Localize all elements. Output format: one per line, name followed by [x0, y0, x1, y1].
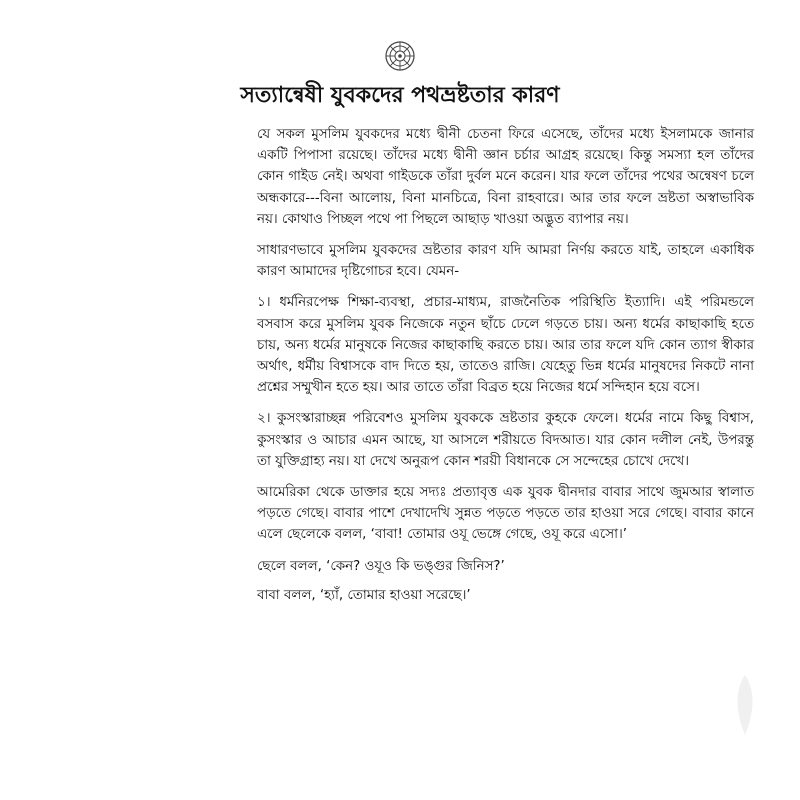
- page-title: সত্যান্বেষী যুবকদের পথভ্রষ্টতার কারণ: [240, 83, 560, 108]
- body-text: [257, 124, 754, 614]
- paragraph-father-reply: বাবা বলল, ‘হ্যাঁ, তোমার হাওয়া সরেছে।’: [257, 587, 471, 603]
- paragraph-intro: যে সকল মুসলিম যুবকদের মধ্যে দ্বীনী চেতনা ফিরে এসেছে, তাঁদের মধ্যে ইসলামকে জানার একটি পিপাসা রয়েছে। তাঁদের মধ্যে দ্বীনী জ্ঞান চর্চার আগ্রহ রয়েছে। কিন্তু সমস্যা হল তাঁদের কোন গাইড নেই। অথবা গাইডকে তাঁরা দুর্বল মনে করেন। যার ফলে তাঁদের পথের অন্বেষণ চলে অন্ধকারে---বিনা আলোয়, বিনা মানচিত্রে, বিনা রাহবারে। আর তার ফলে ভ্রষ্টতা অস্বাভাবিক নয়। কোথাও পিচ্ছল পথে পা পিছলে আছাড় খাওয়া অদ্ভুত ব্যাপার নয়।: [257, 127, 754, 227]
- paragraph-son-reply: ছেলে বলল, ‘কেন? ওযূও কি ভঙ্গুর জিনিস?’: [257, 558, 505, 574]
- paragraph-story: আমেরিকা থেকে ডাক্তার হয়ে সদ্যঃ প্রত্যাবৃত্ত এক যুবক দ্বীনদার বাবার সাথে জুমআর স্বালাত পড়তে গেছে। বাবার পাশে দেখাদেখি সুন্নত পড়তে পড়তে তার হাওয়া সরে গেছে। বাবার কানে এলে ছেলেকে বলল, ‘বাবা! তোমার ওযূ ভেঙ্গে গেছে, ওযূ করে এসো।’: [257, 485, 754, 543]
- paragraph-causes: সাধারণভাবে মুসলিম যুবকদের ভ্রষ্টতার কারণ যদি আমরা নির্ণয় করতে যাই, তাহলে একাধিক কারণ আমাদের দৃষ্টিগোচর হবে। যেমন-: [257, 243, 754, 280]
- mandala-ornament-icon: [384, 40, 416, 72]
- paragraph-cause-2: ২। কুসংস্কারাচ্ছন্ন পরিবেশও মুসলিম যুবককে ভ্রষ্টতার কুহকে ফেলে। ধর্মের নামে কিছু বিশ্বাস, কুসংস্কার ও আচার এমন আছে, যা আসলে শরীয়তে বিদআত। যার কোন দলীল নেই, উপরন্তু তা যুক্তিগ্রাহ্য নয়। যা দেখে অনুরূপ কোন শরয়ী বিধানকে সে সন্দেহের চোখে দেখে।: [257, 411, 754, 469]
- watermark-icon: [730, 670, 760, 740]
- paragraph-cause-1: ১। ধর্মনিরপেক্ষ শিক্ষা-ব্যবস্থা, প্রচার-মাধ্যম, রাজনৈতিক পরিস্থিতি ইত্যাদি। এই পরিমন্ডলে বসবাস করে মুসলিম যুবক নিজেকে নতুন ছাঁচে ঢেলে গড়তে চায়। অন্য ধর্মের কাছাকাছি হতে চায়, অন্য ধর্মের মানুষকে নিজের কাছাকাছি করতে চায়। আর তার ফলে যদি কোন ত্যাগ স্বীকার অর্থাৎ, ধর্মীয় বিশ্বাসকে বাদ দিতে হয়, তাতেও রাজি। যেহেতু ভিন্ন ধর্মের মানুষদের নিকটে নানা প্রশ্নের সম্মুখীন হতে হয়। আর তাতে তাঁরা বিব্রত হয়ে নিজের ধর্মে সন্দিহান হয়ে বসে।: [257, 295, 754, 396]
